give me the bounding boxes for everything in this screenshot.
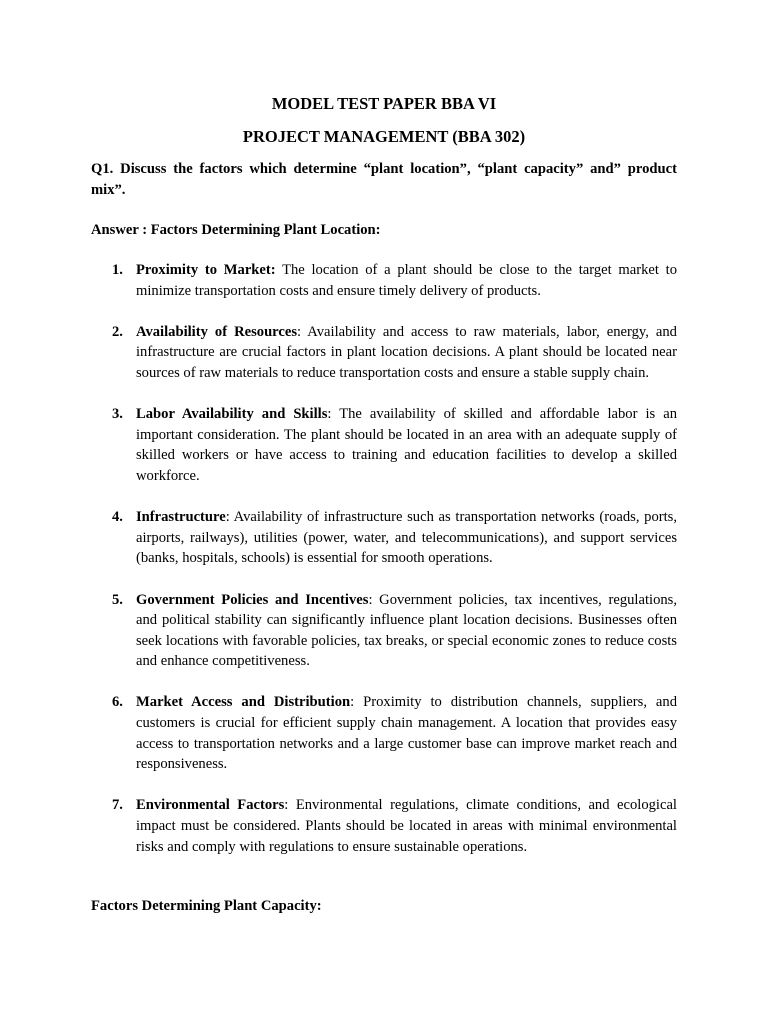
list-item-number: 6. <box>112 694 123 711</box>
list-item-number: 2. <box>112 323 123 340</box>
page-subtitle: PROJECT MANAGEMENT (BBA 302) <box>242 127 526 146</box>
list-item-text: : The availability of skilled and affordable labor is an important consideration. The plant should be located in an area with an adequate supply of skilled workers or have access to training and education facilities to develop a skilled workforce. <box>136 406 678 484</box>
list-item-text: : Government policies, tax incentives, regulations, and political stability can significantly influence plant location decisions. Businesses often seek locations with favorable policies, tax breaks, or special economic zones to reduce costs and enhance competitiveness. <box>136 591 677 670</box>
plant-location-factors-list <box>91 260 677 878</box>
list-item-text: : Availability of infrastructure such as transportation networks (roads, ports, airports, railways), utilities (power, water, and telecommunications), and support services (banks, hospitals, schools) is essential for smooth operations. <box>136 509 677 567</box>
list-item-number: 1. <box>112 262 123 278</box>
list-item-number: 3. <box>112 406 123 423</box>
list-item <box>91 590 677 672</box>
list-item-text: : Availability and access to raw materials, labor, energy, and infrastructure are crucial factors in plant location decisions. A plant should be located near sources of raw materials to reduce transportation costs and ensure a stable supply chain. <box>136 323 677 381</box>
list-item-term: Labor Availability and Skills <box>136 406 328 423</box>
list-item-term: Proximity to Market: <box>136 262 276 278</box>
list-item-text: The location of a plant should be close to the target market to minimize transportation costs and ensure timely delivery of products. <box>136 262 677 299</box>
answer-heading: Answer : Factors Determining Plant Location: <box>91 222 381 238</box>
list-item-term: Market Access and Distribution <box>136 694 351 711</box>
list-item-text: : Proximity to distribution channels, suppliers, and customers is crucial for efficient supply chain management. A location that provides easy access to transportation networks and a large customer base can improve market reach and responsiveness. <box>136 694 677 773</box>
list-item-term: Environmental Factors <box>136 797 285 814</box>
list-item <box>91 260 677 301</box>
list-item-term: Government Policies and Incentives <box>136 591 369 608</box>
list-item-term: Infrastructure <box>136 509 226 526</box>
list-item-text: : Environmental regulations, climate conditions, and ecological impact must be considered. Plants should be located in areas with minimal environmental risks and comply with regulations to ensure sustainable operations. <box>136 797 677 855</box>
list-item <box>91 404 677 486</box>
list-item-number: 7. <box>112 797 123 814</box>
list-item-number: 5. <box>112 591 123 608</box>
capacity-heading: Factors Determining Plant Capacity: <box>91 898 322 914</box>
question-text: Q1. Discuss the factors which determine “plant location”, “plant capacity” and” product mix”. <box>91 161 677 198</box>
list-item <box>91 795 677 857</box>
page-title: MODEL TEST PAPER BBA VI <box>271 94 497 113</box>
list-item <box>91 322 677 384</box>
list-item <box>91 692 677 774</box>
list-item <box>91 507 677 569</box>
list-item-term: Availability of Resources <box>136 323 298 340</box>
list-item-number: 4. <box>112 509 123 526</box>
